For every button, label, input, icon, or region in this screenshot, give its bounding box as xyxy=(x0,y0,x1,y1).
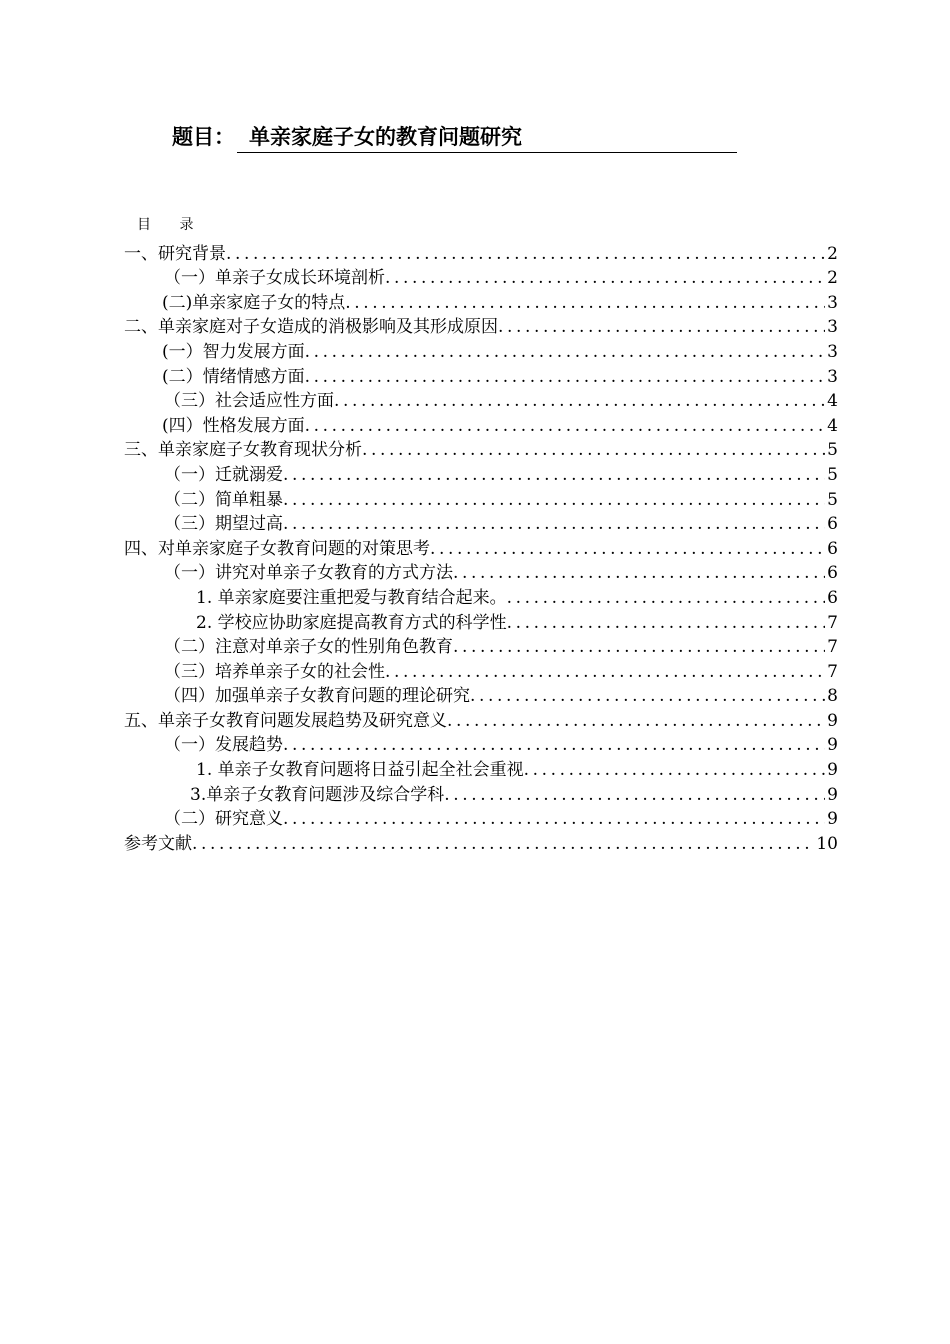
title-value: 单亲家庭子女的教育问题研究 xyxy=(237,122,737,153)
toc-entry-title: 3.单亲子女教育问题涉及综合学科 xyxy=(190,784,445,805)
toc-entry[interactable] xyxy=(124,363,838,388)
toc-entry-title: （三）培养单亲子女的社会性 xyxy=(164,661,385,682)
toc-entry-page: 3 xyxy=(827,317,838,338)
toc-entry-title: （二）研究意义 xyxy=(164,809,283,830)
toc-leader-dots xyxy=(524,759,826,781)
toc-entry-title: 三、单亲家庭子女教育现状分析 xyxy=(124,440,362,461)
toc-entry-page: 7 xyxy=(827,637,838,658)
toc-entry-page: 9 xyxy=(827,735,838,756)
toc-leader-dots xyxy=(305,341,826,363)
toc-entry-page: 3 xyxy=(827,292,838,313)
toc-leader-dots xyxy=(507,587,826,609)
toc-entry[interactable] xyxy=(124,338,838,363)
toc-leader-dots xyxy=(362,439,825,461)
toc-entry-title: (一）智力发展方面 xyxy=(162,341,305,362)
toc-entry[interactable] xyxy=(124,584,838,609)
toc-entry-page: 6 xyxy=(827,563,838,584)
toc-leader-dots xyxy=(507,612,826,634)
toc-entry-page: 9 xyxy=(827,809,838,830)
toc-entry-page: 5 xyxy=(827,440,838,461)
toc-leader-dots xyxy=(283,734,825,756)
toc-leader-dots xyxy=(283,513,825,535)
toc-entry[interactable] xyxy=(124,658,838,683)
toc-entry[interactable] xyxy=(124,634,838,659)
toc-entry[interactable] xyxy=(124,560,838,585)
toc-entry[interactable] xyxy=(124,511,838,536)
toc-entry-title: (二)单亲家庭子女的特点 xyxy=(162,292,346,313)
toc-entry-title: 2. 学校应协助家庭提高教育方式的科学性 xyxy=(196,612,507,633)
toc-leader-dots xyxy=(444,784,825,806)
toc-entry-page: 2 xyxy=(827,268,838,289)
toc-entry[interactable] xyxy=(124,289,838,314)
toc-entry-title: （一）发展趋势 xyxy=(164,735,283,756)
toc-entry[interactable] xyxy=(124,388,838,413)
toc-entry-page: 6 xyxy=(827,514,838,535)
toc-entry[interactable] xyxy=(124,707,838,732)
toc-entry-title: 五、单亲子女教育问题发展趋势及研究意义 xyxy=(124,710,447,731)
toc-entry-title: (四）性格发展方面 xyxy=(162,415,305,436)
toc-entry-page: 3 xyxy=(827,366,838,387)
toc-leader-dots xyxy=(305,415,826,437)
toc-entry-title: （三）期望过高 xyxy=(164,514,283,535)
toc-entry-page: 9 xyxy=(827,760,838,781)
toc-entry-page: 6 xyxy=(827,538,838,559)
toc-leader-dots xyxy=(453,562,825,584)
toc-leader-dots xyxy=(192,833,814,855)
toc-leader-dots xyxy=(334,390,825,412)
toc-leader-dots xyxy=(305,366,826,388)
toc-entry-title: 参考文献 xyxy=(124,833,192,854)
toc-entry[interactable] xyxy=(124,314,838,339)
toc-entry[interactable] xyxy=(124,609,838,634)
toc-entry-page: 7 xyxy=(827,612,838,633)
toc-entry-title: （二）注意对单亲子女的性别角色教育 xyxy=(164,637,453,658)
toc-entry-page: 4 xyxy=(827,391,838,412)
toc-entry-page: 4 xyxy=(827,415,838,436)
toc-entry[interactable] xyxy=(124,486,838,511)
toc-entry[interactable] xyxy=(124,683,838,708)
toc-entry-title: （三）社会适应性方面 xyxy=(164,391,334,412)
toc-entry[interactable] xyxy=(124,781,838,806)
toc-leader-dots xyxy=(283,808,825,830)
toc-leader-dots xyxy=(430,538,825,560)
toc-entry-title: (二）情绪情感方面 xyxy=(162,366,305,387)
toc-entry-page: 10 xyxy=(816,833,838,854)
toc-leader-dots xyxy=(498,316,825,338)
toc-entry[interactable] xyxy=(124,535,838,560)
table-of-contents xyxy=(124,240,838,855)
toc-entry-page: 5 xyxy=(827,464,838,485)
toc-entry-page: 5 xyxy=(827,489,838,510)
toc-entry-title: 四、对单亲家庭子女教育问题的对策思考 xyxy=(124,538,430,559)
toc-entry-title: （一）讲究对单亲子女教育的方式方法 xyxy=(164,563,453,584)
toc-entry[interactable] xyxy=(124,265,838,290)
toc-entry[interactable] xyxy=(124,830,838,855)
toc-entry-title: 1. 单亲家庭要注重把爱与教育结合起来。 xyxy=(196,587,507,608)
toc-entry-title: （二）简单粗暴 xyxy=(164,489,283,510)
toc-leader-dots xyxy=(385,267,825,289)
toc-entry-page: 6 xyxy=(827,587,838,608)
toc-leader-dots xyxy=(385,661,825,683)
toc-leader-dots xyxy=(226,243,825,265)
toc-entry-page: 9 xyxy=(827,710,838,731)
toc-entry-title: 一、研究背景 xyxy=(124,243,226,264)
toc-entry-page: 8 xyxy=(827,686,838,707)
toc-entry-title: （一）迁就溺爱 xyxy=(164,464,283,485)
toc-leader-dots xyxy=(470,685,825,707)
toc-entry-title: （四）加强单亲子女教育问题的理论研究 xyxy=(164,686,470,707)
toc-entry[interactable] xyxy=(124,756,838,781)
toc-entry[interactable] xyxy=(124,461,838,486)
toc-entry-page: 7 xyxy=(827,661,838,682)
toc-entry[interactable] xyxy=(124,806,838,831)
toc-heading: 目 录 xyxy=(137,217,206,233)
toc-leader-dots xyxy=(345,292,825,314)
toc-leader-dots xyxy=(283,464,825,486)
toc-entry-title: 二、单亲家庭对子女造成的消极影响及其形成原因 xyxy=(124,317,498,338)
toc-leader-dots xyxy=(447,710,825,732)
toc-entry-title: 1. 单亲子女教育问题将日益引起全社会重视 xyxy=(196,760,524,781)
toc-entry-page: 2 xyxy=(827,243,838,264)
toc-entry-page: 9 xyxy=(827,784,838,805)
toc-entry[interactable] xyxy=(124,732,838,757)
document-title xyxy=(172,122,752,156)
toc-leader-dots xyxy=(283,489,825,511)
toc-entry[interactable] xyxy=(124,240,838,265)
toc-leader-dots xyxy=(453,636,825,658)
title-label: 题目： xyxy=(172,125,235,149)
toc-entry[interactable] xyxy=(124,412,838,437)
toc-entry-title: （一）单亲子女成长环境剖析 xyxy=(164,268,385,289)
toc-entry-page: 3 xyxy=(827,341,838,362)
toc-entry[interactable] xyxy=(124,437,838,462)
